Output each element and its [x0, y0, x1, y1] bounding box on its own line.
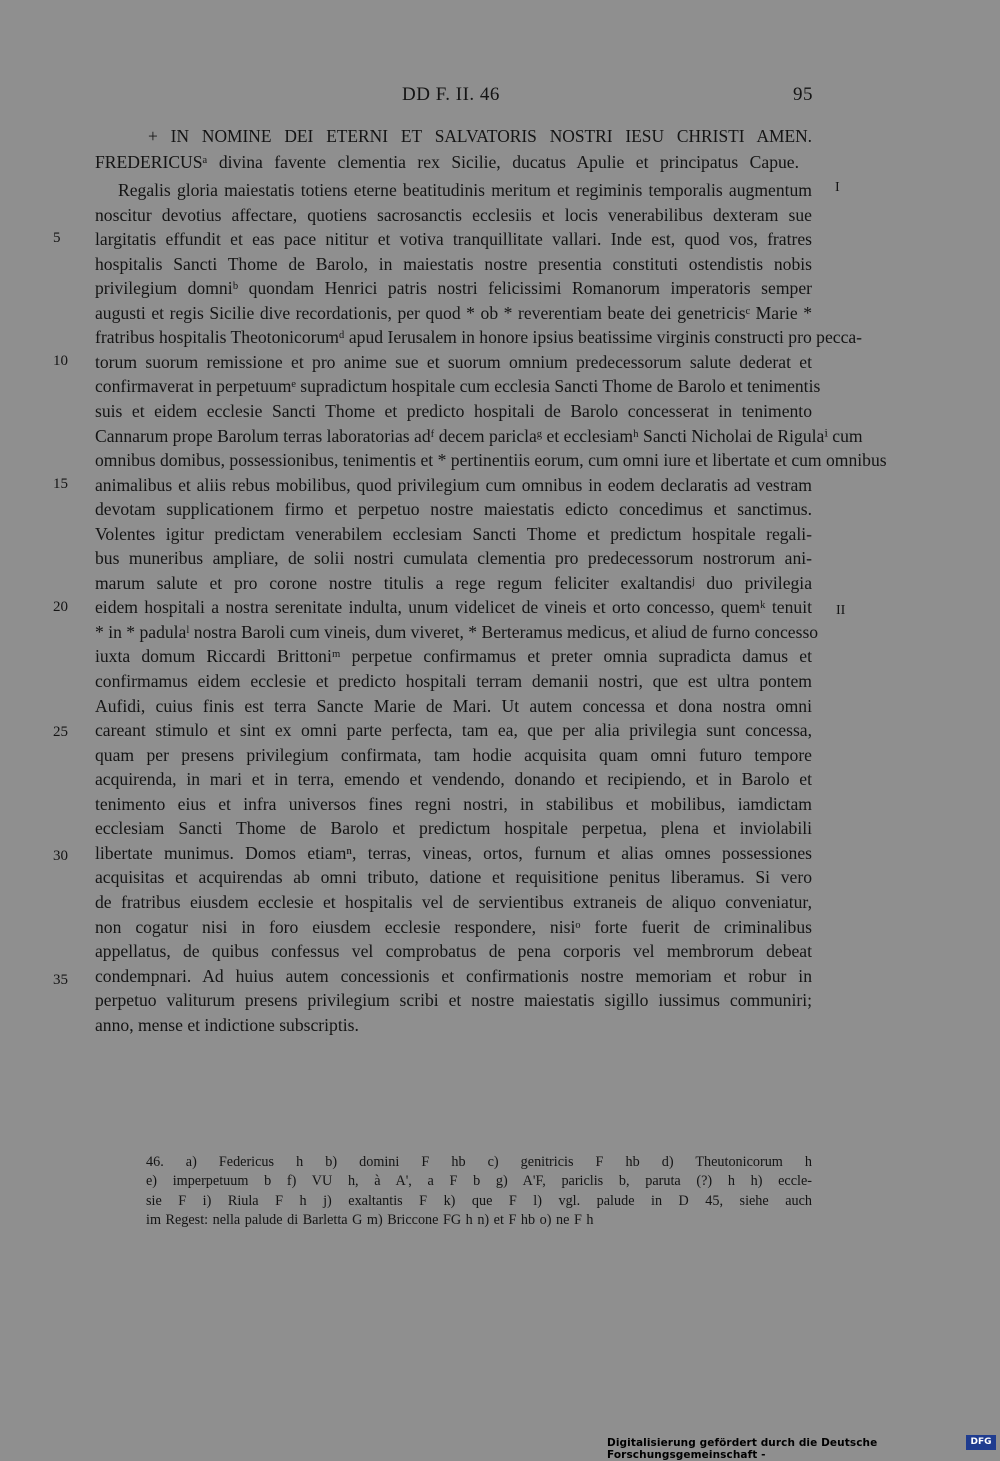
line-number: 35 [53, 972, 68, 988]
line-number: 5 [53, 230, 61, 246]
body-line: acquirenda, in mari et in terra, emendo et vendendo, donando et recipiendo, et in Barolo et [95, 769, 812, 790]
footer-credit: Digitalisierung gefördert durch die Deutsche Forschungsgemeinschaft - [607, 1437, 878, 1461]
body-line: animalibus et aliis rebus mobilibus, quod privilegium cum omnibus in eodem declaratis ad vestram [95, 474, 812, 495]
body-line: marum salute et pro corone nostre titulis a rege regum feliciter exaltandisʲ duo privilegia [95, 572, 812, 593]
line-number: 20 [53, 599, 68, 615]
page-number: 95 [793, 84, 813, 105]
body-line: Volentes igitur predictam venerabilem ecclesiam Sancti Thome et predictum hospitale regali- [95, 523, 812, 544]
running-head: DD F. II. 46 [402, 84, 500, 105]
body-line: appellatus, de quibus confessus vel comprobatus de pena corporis vel membrorum debeat [95, 941, 812, 962]
body-line: libertate munimus. Domos etiamⁿ, terras, vineas, ortos, furnum et alias omnes possessiones [95, 842, 812, 863]
body-line: bus muneribus ampliare, de solii nostri cumulata clementia pro predecessorum nostrorum ani- [95, 548, 812, 569]
footnote-line: 46. a) Federicus h b) domini F hb c) genitricis F hb d) Theutonicorum h [146, 1154, 812, 1170]
body-line: omnibus domibus, possessionibus, tenimentis et * pertinentiis eorum, cum omni iure et libertate et cum omnibus [95, 450, 887, 471]
body-line: eidem hospitali a nostra serenitate indulta, unum videlicet de vineis et orto concesso, quemᵏ tenuit [95, 597, 812, 618]
body-line: suis et eidem ecclesie Sancti Thome et predicto hospitali de Barolo concesserat in tenimento [95, 400, 812, 421]
body-line: confirmamus eidem ecclesie et predicto hospitali terram demanii nostri, que est ultra pontem [95, 671, 812, 691]
footnote-line: e) imperpetuum b f) VU h, à A', a F b g) A'F, pariclis b, paruta (?) h h) eccle- [146, 1173, 812, 1189]
body-line: ecclesiam Sancti Thome de Barolo et predictum hospitale perpetua, plena et inviolabili [95, 818, 812, 839]
footnote-line: im Regest: nella palude di Barletta G m) Briccone FG h n) et F hb o) ne F h [146, 1212, 594, 1228]
body-line: devotam supplicationem firmo et perpetuo nostre maiestatis edicto concedimus et sanctimus. [95, 499, 812, 520]
body-line: Cannarum prope Barolum terras laboratorias adᶠ decem pariclaᵍ et ecclesiamʰ Sancti Nicholai de Rigulaⁱ cum [95, 425, 863, 446]
body-line: augusti et regis Sicilie dive recordationis, per quod * ob * reverentiam beate dei genetricisᶜ Marie * [95, 302, 812, 323]
body-line: privilegium domniᵇ quondam Henrici patris nostri felicissimi Romanorum imperatoris semper [95, 278, 812, 299]
body-line: quam per presens privilegium confirmata, tam hodie acquisita quam omni futuro tempore [95, 744, 812, 765]
line-number: 10 [53, 353, 68, 369]
body-line: noscitur devotius affectare, quotiens sacrosanctis ecclesiis et locis venerabilibus dexteram sue [95, 204, 812, 225]
body-line: tenimento eius et infra universos fines regni nostri, in stabilibus et mobilibus, iamdictam [95, 793, 812, 814]
body-line: torum suorum remissione et pro anime sue et suorum omnium predecessorum salute dederat et [95, 351, 812, 372]
body-line: Regalis gloria maiestatis totiens eterne beatitudinis meritum et regiminis temporalis augmentum [118, 180, 812, 200]
body-line: perpetuo valiturum presens privilegium scribi et nostre maiestatis sigillo iussimus communiri; [95, 990, 812, 1011]
invocation: + IN NOMINE DEI ETERNI ET SALVATORIS NOSTRI IESU CHRISTI AMEN. [148, 126, 812, 146]
intitulatio: FREDERICUSᵃ divina favente clementia rex Sicilie, ducatus Apulie et principatus Capue. [95, 152, 799, 172]
margin-mark: I [835, 180, 840, 195]
body-line: fratribus hospitalis Theotonicorumᵈ apud Ierusalem in honore ipsius beatissime virginis constructi pro pecca- [95, 327, 863, 348]
body-line: hospitalis Sancti Thome de Barolo, in maiestatis nostre presentia constituti ostendistis nobis [95, 253, 812, 274]
body-line: non cogatur nisi in foro eiusdem ecclesie respondere, nisiᵒ forte fuerit de criminalibus [95, 916, 812, 937]
footnote-line: sie F i) Riula F h j) exaltantis F k) que F l) vgl. palude in D 45, siehe auch [146, 1193, 812, 1209]
line-number: 30 [53, 848, 68, 864]
body-line: de fratribus eiusdem ecclesie et hospitalis vel de servientibus extraneis de aliquo conveniatur, [95, 891, 812, 912]
body-line: anno, mense et indictione subscriptis. [95, 1014, 359, 1035]
body-line: condempnari. Ad huius autem concessionis et confirmationis nostre memoriam et robur in [95, 965, 812, 986]
body-line: acquisitas et acquirendas ab omni tributo, datione et requisitione penitus liberamus. Si vero [95, 867, 812, 888]
margin-mark: II [836, 603, 846, 618]
line-number: 25 [53, 724, 68, 740]
line-number: 15 [53, 476, 68, 492]
body-line: Aufidi, cuius finis est terra Sancte Marie de Mari. Ut autem concessa et dona nostra omni [95, 695, 812, 716]
body-line: iuxta domum Riccardi Brittoniᵐ perpetue confirmamus et preter omnia supradicta damus et [95, 646, 812, 667]
dfg-logo: DFG [966, 1435, 996, 1450]
body-line: * in * padulaˡ nostra Baroli cum vineis, dum viveret, * Berteramus medicus, et aliud de furno concesso [95, 621, 819, 642]
body-line: confirmaverat in perpetuumᵉ supradictum hospitale cum ecclesia Sancti Thome de Barolo et tenimentis [95, 376, 821, 397]
body-line: careant stimulo et sint ex omni parte perfecta, tam ea, que per alia privilegia sunt concessa, [95, 720, 812, 741]
body-line: largitatis effundit et eas pace nititur et votiva tranquillitate vallari. Inde est, quod vos, fratres [95, 229, 812, 250]
